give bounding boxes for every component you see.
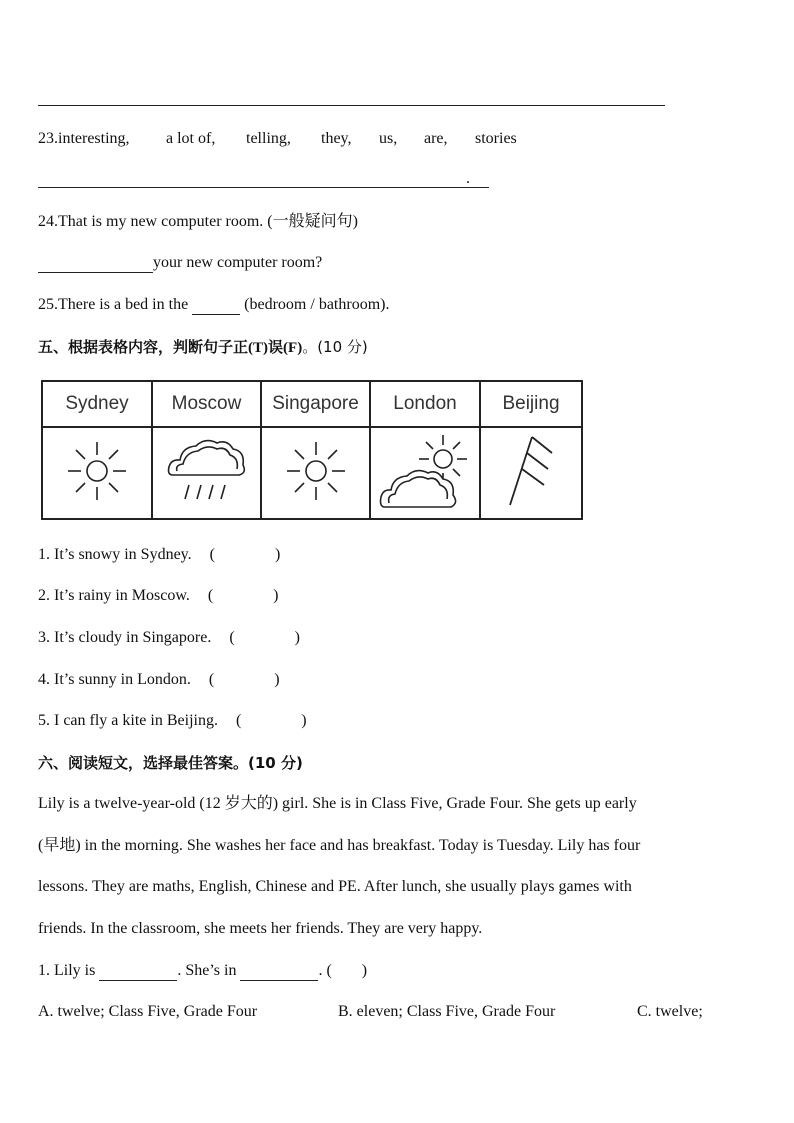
city-cell: Beijing: [480, 381, 582, 427]
answer-blank[interactable]: [215, 550, 275, 565]
passage-line: Lily is a twelve-year-old (12 岁大的) girl. She is in Class Five, Grade Four. She gets up early: [38, 795, 637, 812]
q23-word: 23.interesting,: [38, 130, 130, 147]
city-cell: Singapore: [261, 381, 370, 427]
statement-2: [38, 586, 279, 606]
passage-line: (早地) in the morning. She washes her face and has breakfast. Today is Tuesday. Lily has four: [38, 837, 641, 854]
q23-word: stories: [475, 130, 517, 147]
weather-cell: [261, 427, 370, 519]
heading-part: 误: [268, 338, 284, 356]
section-5-heading: [38, 337, 368, 358]
statement-text: 3. It’s cloudy in Singapore.: [38, 629, 212, 646]
heading-part: 五、根据表格内容，判断句子正: [38, 338, 249, 356]
answer-blank[interactable]: [214, 675, 274, 690]
q1-after: . (: [318, 962, 332, 979]
sun-behind-cloud-icon: [379, 429, 471, 513]
q25-text-after: (bedroom / bathroom).: [244, 296, 390, 313]
q23-word: are,: [424, 130, 448, 147]
city-row: [42, 381, 582, 427]
statement-5: [38, 711, 307, 731]
weather-row: [42, 427, 582, 519]
answer-paren-open: (: [235, 712, 242, 729]
question-24-answer: [38, 253, 322, 273]
answer-paren-close: ): [273, 587, 279, 604]
answer-paren-open: (: [208, 671, 215, 688]
answer-paren-close: ): [274, 671, 280, 688]
city-cell: Moscow: [152, 381, 261, 427]
q23-end-mark: .: [466, 170, 470, 187]
q1-middle: . She’s in: [177, 962, 237, 979]
question-24: 24.That is my new computer room. (一般疑问句): [38, 213, 358, 230]
statement-text: 2. It’s rainy in Moscow.: [38, 587, 190, 604]
weather-cell: [42, 427, 152, 519]
question-23: [38, 129, 517, 149]
answer-paren-close: ): [301, 712, 307, 729]
wind-flag-icon: [496, 431, 566, 511]
city-cell: London: [370, 381, 480, 427]
passage-line: friends. In the classroom, she meets her friends. They are very happy.: [38, 920, 483, 937]
weather-cell: [152, 427, 261, 519]
option-b[interactable]: B. eleven; Class Five, Grade Four: [338, 1003, 556, 1020]
heading-part: 。(10 分): [302, 338, 368, 356]
answer-blank[interactable]: [235, 633, 295, 648]
answer-blank[interactable]: [192, 299, 240, 315]
answer-paren-open: (: [209, 546, 215, 563]
heading-part: (T): [248, 340, 269, 356]
statement-1: [38, 545, 280, 565]
q24-answer-rest: your new computer room?: [153, 254, 323, 271]
q1-before: 1. Lily is: [38, 962, 96, 979]
answer-blank[interactable]: [38, 257, 153, 273]
q23-word: telling,: [246, 130, 291, 147]
option-a[interactable]: A. twelve; Class Five, Grade Four: [38, 1003, 258, 1020]
weather-cell: [370, 427, 480, 519]
answer-paren-open: (: [229, 629, 235, 646]
statement-text: 5. I can fly a kite in Beijing.: [38, 712, 218, 729]
answer-blank[interactable]: [240, 965, 318, 981]
answer-blank[interactable]: [213, 591, 273, 606]
answer-paren-open: (: [207, 587, 214, 604]
q23-word: us,: [379, 130, 398, 147]
statement-text: 1. It’s snowy in Sydney.: [38, 546, 192, 563]
answer-paren-close: ): [274, 546, 281, 563]
sun-icon: [281, 436, 351, 506]
statement-text: 4. It’s sunny in London.: [38, 671, 191, 688]
question-25: [38, 295, 389, 315]
answer-paren-close: ): [294, 629, 300, 646]
answer-blank[interactable]: [332, 966, 362, 981]
reading-question-1: [38, 961, 367, 981]
statement-3: [38, 628, 300, 648]
city-cell: Sydney: [42, 381, 152, 427]
rain-cloud-icon: [165, 431, 249, 511]
statement-4: [38, 670, 280, 690]
option-c[interactable]: C. twelve;: [637, 1003, 703, 1020]
q25-text-before: 25.There is a bed in the: [38, 296, 189, 313]
q23-word: they,: [321, 130, 352, 147]
weather-cell: [480, 427, 582, 519]
answer-line-22: [38, 105, 665, 106]
answer-blank[interactable]: [241, 716, 301, 731]
heading-part: (F): [283, 340, 303, 356]
sun-icon: [62, 436, 132, 506]
section-6-heading: 六、阅读短文，选择最佳答案。(10 分): [38, 754, 303, 772]
answer-blank[interactable]: [99, 965, 177, 981]
weather-table: [41, 380, 583, 520]
q1-close: ): [361, 962, 368, 979]
answer-line-23: [38, 187, 489, 188]
passage-line: lessons. They are maths, English, Chinese and PE. After lunch, she usually plays games with: [38, 878, 632, 895]
q23-word: a lot of,: [166, 130, 216, 147]
